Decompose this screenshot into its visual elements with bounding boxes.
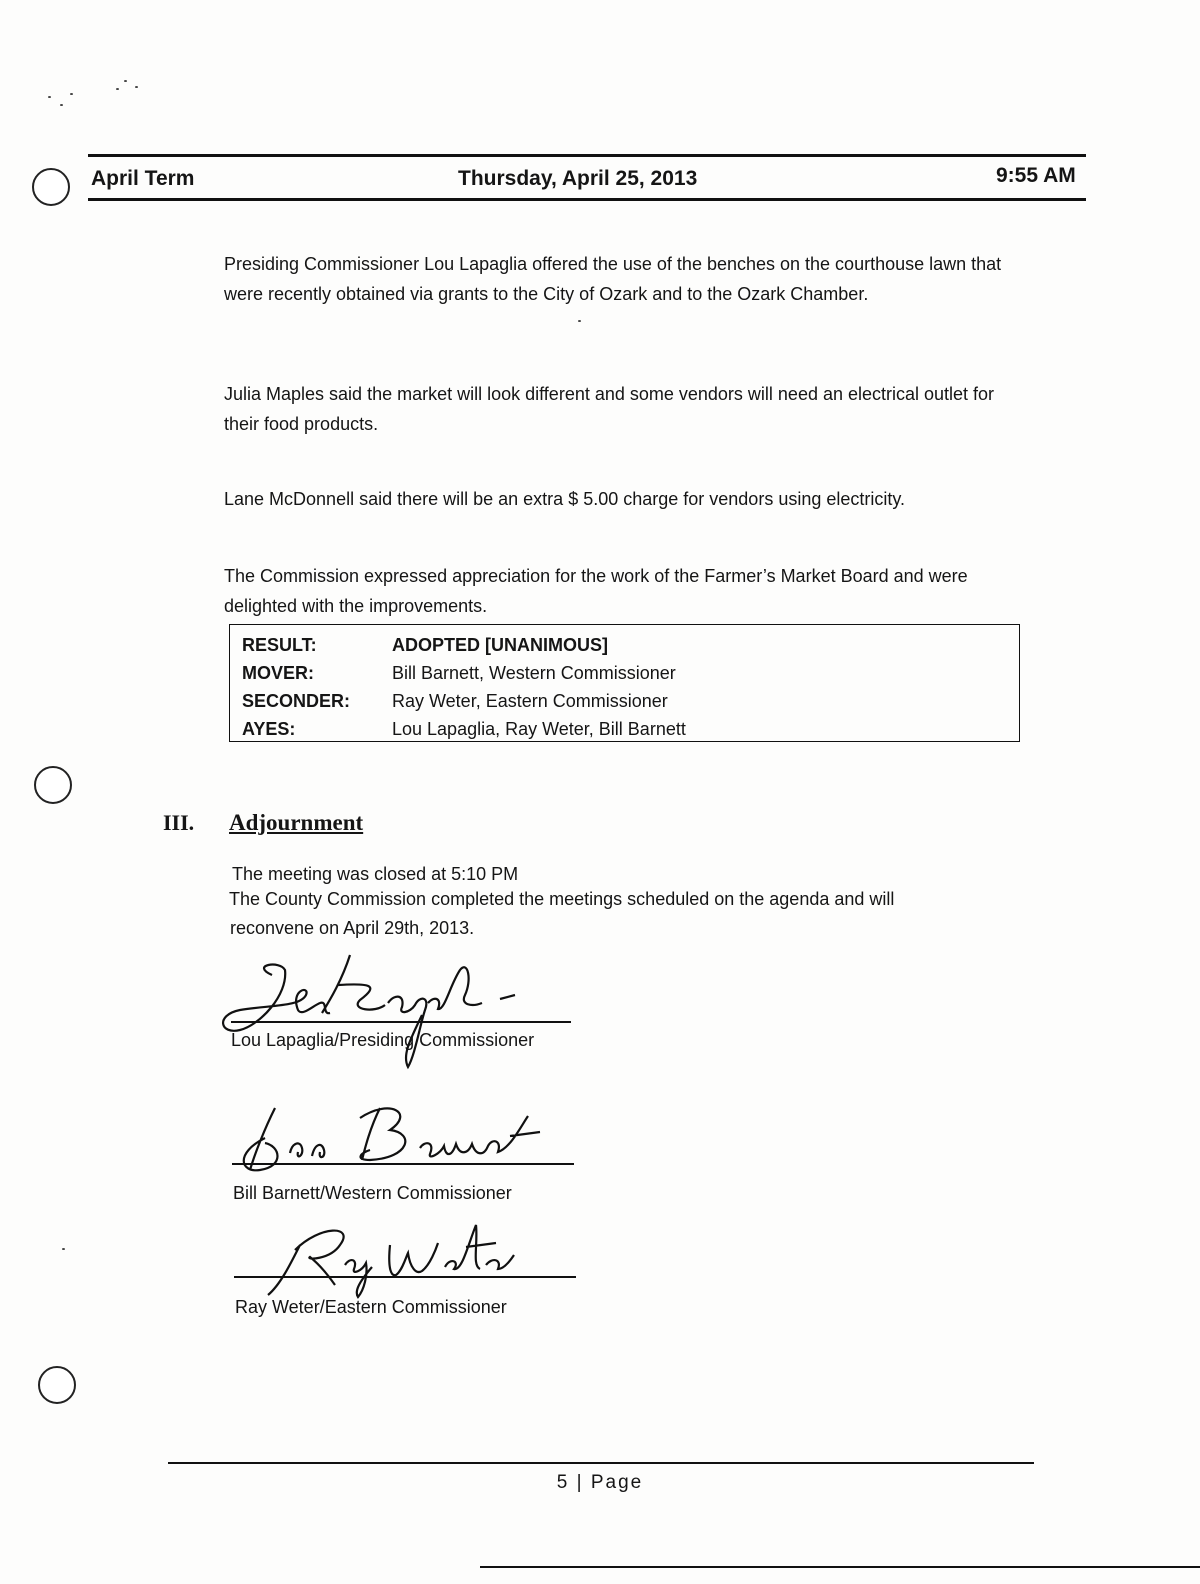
header-top-rule xyxy=(88,154,1086,157)
signature-caption-1: Lou Lapaglia/Presiding Commissioner xyxy=(231,1030,535,1050)
signature-caption-3: Ray Weter/Eastern Commissioner xyxy=(235,1297,507,1317)
scan-speck xyxy=(60,104,63,106)
adjournment-line-2: The County Commission completed the meetings scheduled on the agenda and will xyxy=(229,889,895,909)
signature-barnett xyxy=(230,1098,560,1178)
paragraph-benches: Presiding Commissioner Lou Lapaglia offered the use of the benches on the courthouse lawn that were recently obtained via grants to the City of Ozark and to the Ozark Chamber. xyxy=(224,254,1002,304)
result-label: RESULT: xyxy=(242,635,317,655)
signature-caption-2: Bill Barnett/Western Commissioner xyxy=(233,1183,512,1203)
seconder-label: SECONDER: xyxy=(242,691,351,711)
bottom-edge-rule xyxy=(480,1566,1200,1568)
mover-label: MOVER: xyxy=(242,663,314,683)
scan-speck xyxy=(116,88,119,90)
signature-line-3 xyxy=(234,1276,576,1278)
paragraph-maples: Julia Maples said the market will look different and some vendors will need an electrical outlet for their food products. xyxy=(224,384,995,434)
binder-hole xyxy=(34,766,72,804)
binder-hole xyxy=(32,168,70,206)
vote-result-box xyxy=(229,624,1020,742)
paragraph-appreciation: The Commission expressed appreciation for the work of the Farmer’s Market Board and were delighted with the improvements. xyxy=(224,566,968,616)
signature-line-2 xyxy=(232,1163,574,1165)
seconder-value: Ray Weter, Eastern Commissioner xyxy=(392,691,668,711)
adjournment-line-3: reconvene on April 29th, 2013. xyxy=(230,918,475,938)
section-title: Adjournment xyxy=(229,810,364,835)
scan-speck xyxy=(135,86,138,88)
scan-speck xyxy=(62,1248,65,1250)
binder-hole xyxy=(38,1366,76,1404)
ayes-label: AYES: xyxy=(242,719,296,739)
result-value: ADOPTED [UNANIMOUS] xyxy=(392,635,608,655)
header-bottom-rule xyxy=(88,198,1086,201)
footer-rule xyxy=(168,1462,1034,1464)
adjournment-line-1: The meeting was closed at 5:10 PM xyxy=(232,864,519,884)
paragraph-mcdonnell: Lane McDonnell said there will be an extra $ 5.00 charge for vendors using electricity. xyxy=(224,489,906,509)
signature-lapaglia xyxy=(210,955,550,1075)
scan-speck xyxy=(124,80,127,82)
ayes-value: Lou Lapaglia, Ray Weter, Bill Barnett xyxy=(392,719,686,739)
signature-line-1 xyxy=(231,1021,571,1023)
page-number: 5 | Page xyxy=(556,1472,644,1493)
scan-speck xyxy=(48,96,51,98)
header-date: Thursday, April 25, 2013 xyxy=(458,167,698,190)
mover-value: Bill Barnett, Western Commissioner xyxy=(392,663,676,683)
signature-weter xyxy=(240,1205,540,1300)
header-time: 9:55 AM xyxy=(996,164,1076,187)
header-term: April Term xyxy=(91,167,195,190)
scan-speck xyxy=(70,93,73,95)
scan-speck xyxy=(578,320,581,322)
section-number: III. xyxy=(163,810,195,835)
